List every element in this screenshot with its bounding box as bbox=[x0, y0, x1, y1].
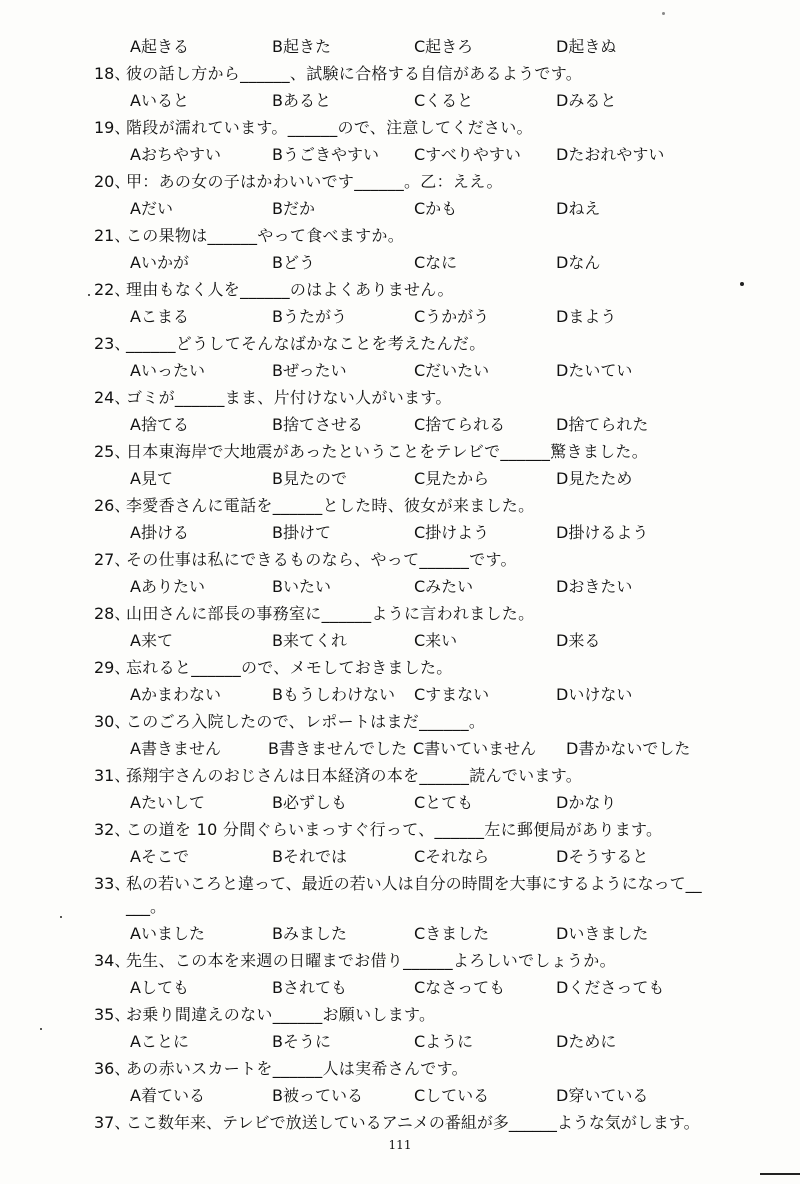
option-a: Aそこで bbox=[130, 847, 189, 866]
option-b: B必ずしも bbox=[272, 793, 347, 812]
question-number: 36、 bbox=[94, 1059, 131, 1078]
question-31 bbox=[0, 764, 800, 788]
options-row-q25 bbox=[0, 467, 800, 491]
question-text: 甲：あの女の子はかわいいです______。乙：ええ。 bbox=[126, 172, 503, 191]
option-a: Aおちやすい bbox=[130, 145, 221, 164]
scan-speck bbox=[740, 282, 744, 286]
question-text: 孫翔宇さんのおじさんは日本経済の本を______読んでいます。 bbox=[126, 766, 583, 785]
question-36 bbox=[0, 1057, 800, 1081]
question-24 bbox=[0, 386, 800, 410]
option-c: Cそれなら bbox=[414, 847, 490, 866]
option-b: B被っている bbox=[272, 1086, 363, 1105]
question-21 bbox=[0, 224, 800, 248]
question-text: この果物は______やって食べますか。 bbox=[126, 226, 405, 245]
question-text: 階段が濡れています。______ので、注意してください。 bbox=[126, 118, 533, 137]
option-b: B起きた bbox=[272, 37, 331, 56]
option-d: Dいけない bbox=[556, 685, 633, 704]
option-b: Bどう bbox=[272, 253, 315, 272]
question-number: 22、 bbox=[94, 280, 131, 299]
option-a: Aいったい bbox=[130, 361, 205, 380]
options-row-q35 bbox=[0, 1030, 800, 1054]
question-23 bbox=[0, 332, 800, 356]
options-row-q17 bbox=[0, 35, 800, 59]
option-b: Bそれでは bbox=[272, 847, 347, 866]
question-number: 21、 bbox=[94, 226, 131, 245]
option-c: C掛けよう bbox=[414, 523, 490, 542]
option-c: Cうかがう bbox=[414, 307, 490, 326]
question-text-continuation: ___。 bbox=[126, 897, 167, 916]
option-c: Cとても bbox=[414, 793, 474, 812]
option-d: D来る bbox=[556, 631, 601, 650]
question-number: 23、 bbox=[94, 334, 131, 353]
question-text: 私の若いころと違って、最近の若い人は自分の時間を大事にするようになって__ bbox=[126, 874, 702, 893]
question-text: ここ数年来、テレビで放送しているアニメの番組が多______ような気がします。 bbox=[126, 1113, 700, 1132]
options-row-q26 bbox=[0, 521, 800, 545]
option-d: Dなん bbox=[556, 253, 601, 272]
option-c: Cかも bbox=[414, 199, 458, 218]
options-row-q18 bbox=[0, 89, 800, 113]
option-d: Dおきたい bbox=[556, 577, 633, 596]
question-32 bbox=[0, 818, 800, 842]
question-text: 先生、この本を来週の日曜までお借り______よろしいでしょうか。 bbox=[126, 951, 616, 970]
option-d: Dまよう bbox=[556, 307, 617, 326]
option-c: Cすべりやすい bbox=[414, 145, 521, 164]
option-a: Aことに bbox=[130, 1032, 189, 1051]
option-b: Bあると bbox=[272, 91, 331, 110]
question-text: ゴミが______まま、片付けない人がいます。 bbox=[126, 388, 452, 407]
question-19 bbox=[0, 116, 800, 140]
question-text: このごろ入院したので、レポートはまだ______。 bbox=[126, 712, 486, 731]
options-row-q36 bbox=[0, 1084, 800, 1108]
option-b: Bいたい bbox=[272, 577, 331, 596]
option-b: Bされても bbox=[272, 978, 347, 997]
question-number: 32、 bbox=[94, 820, 131, 839]
option-b: Bうたがう bbox=[272, 307, 347, 326]
option-b: B掛けて bbox=[272, 523, 331, 542]
question-number: 35、 bbox=[94, 1005, 131, 1024]
options-row-q28 bbox=[0, 629, 800, 653]
scan-speck bbox=[40, 1028, 42, 1030]
question-number: 33、 bbox=[94, 874, 131, 893]
question-text: その仕事は私にできるものなら、やって______です。 bbox=[126, 550, 517, 569]
question-34 bbox=[0, 949, 800, 973]
option-a: A掛ける bbox=[130, 523, 189, 542]
options-row-q31 bbox=[0, 791, 800, 815]
option-c: Cくると bbox=[414, 91, 474, 110]
option-a: Aかまわない bbox=[130, 685, 221, 704]
question-35 bbox=[0, 1003, 800, 1027]
options-row-q33 bbox=[0, 922, 800, 946]
option-a: Aこまる bbox=[130, 307, 189, 326]
question-29 bbox=[0, 656, 800, 680]
option-c: Cきました bbox=[414, 924, 490, 943]
question-number: 26、 bbox=[94, 496, 131, 515]
option-d: Dいきました bbox=[556, 924, 649, 943]
option-c: Cしている bbox=[414, 1086, 490, 1105]
option-c: C見たから bbox=[414, 469, 490, 488]
option-c: Cだいたい bbox=[414, 361, 490, 380]
option-a: A来て bbox=[130, 631, 173, 650]
question-20 bbox=[0, 170, 800, 194]
option-b: B見たので bbox=[272, 469, 347, 488]
question-18 bbox=[0, 62, 800, 86]
option-b: Bもうしわけない bbox=[272, 685, 395, 704]
options-row-q32 bbox=[0, 845, 800, 869]
option-b: Bうごきやすい bbox=[272, 145, 379, 164]
option-c: C捨てられる bbox=[414, 415, 506, 434]
question-28 bbox=[0, 602, 800, 626]
question-22 bbox=[0, 278, 800, 302]
option-a: Aしても bbox=[130, 978, 189, 997]
option-a: A捨てる bbox=[130, 415, 189, 434]
option-c: C書いていません bbox=[413, 739, 537, 758]
question-number: 37、 bbox=[94, 1113, 131, 1132]
option-d: D掛けるよう bbox=[556, 523, 649, 542]
question-text: 理由もなく人を______のはよくありません。 bbox=[126, 280, 454, 299]
options-row-q19 bbox=[0, 143, 800, 167]
question-text: あの赤いスカートを______人は実希さんです。 bbox=[126, 1059, 468, 1078]
option-b: Bだか bbox=[272, 199, 315, 218]
option-d: Dくださっても bbox=[556, 978, 665, 997]
option-c: Cなに bbox=[414, 253, 458, 272]
question-number: 24、 bbox=[94, 388, 131, 407]
question-26 bbox=[0, 494, 800, 518]
question-number: 31、 bbox=[94, 766, 131, 785]
option-c: Cように bbox=[414, 1032, 474, 1051]
option-a: A見て bbox=[130, 469, 173, 488]
option-c: Cみたい bbox=[414, 577, 474, 596]
question-27 bbox=[0, 548, 800, 572]
option-d: D起きぬ bbox=[556, 37, 617, 56]
option-a: A書きません bbox=[130, 739, 221, 758]
option-d: Dたおれやすい bbox=[556, 145, 665, 164]
option-d: Dために bbox=[556, 1032, 617, 1051]
question-number: 30、 bbox=[94, 712, 131, 731]
option-b: B来てくれ bbox=[272, 631, 347, 650]
option-d: Dみると bbox=[556, 91, 617, 110]
option-b: B書きませんでした bbox=[268, 739, 407, 758]
question-25 bbox=[0, 440, 800, 464]
question-text: 彼の話し方から______、試験に合格する自信があるようです。 bbox=[126, 64, 583, 83]
option-d: Dねえ bbox=[556, 199, 601, 218]
question-text: この道を 10 分間ぐらいまっすぐ行って、______左に郵便局があります。 bbox=[126, 820, 663, 839]
option-a: Aだい bbox=[130, 199, 173, 218]
option-a: A着ている bbox=[130, 1086, 205, 1105]
option-b: B捨てさせる bbox=[272, 415, 363, 434]
question-number: 28、 bbox=[94, 604, 131, 623]
option-a: Aありたい bbox=[130, 577, 205, 596]
question-number: 29、 bbox=[94, 658, 131, 677]
option-b: Bみました bbox=[272, 924, 347, 943]
option-d: D書かないでした bbox=[566, 739, 691, 758]
question-33-continuation bbox=[0, 895, 800, 919]
option-a: Aたいして bbox=[130, 793, 205, 812]
scan-speck bbox=[60, 916, 62, 918]
page-number: 111 bbox=[388, 1138, 412, 1152]
options-row-q22 bbox=[0, 305, 800, 329]
question-text: 日本東海岸で大地震があったということをテレビで______驚きました。 bbox=[126, 442, 649, 461]
option-c: C来い bbox=[414, 631, 458, 650]
option-a: Aいると bbox=[130, 91, 189, 110]
option-a: Aいかが bbox=[130, 253, 189, 272]
option-d: Dそうすると bbox=[556, 847, 649, 866]
option-a: Aいました bbox=[130, 924, 205, 943]
option-b: Bぜったい bbox=[272, 361, 347, 380]
option-d: Dたいてい bbox=[556, 361, 633, 380]
question-37 bbox=[0, 1111, 800, 1135]
question-text: 李愛香さんに電話を______とした時、彼女が来ました。 bbox=[126, 496, 535, 515]
option-c: Cすまない bbox=[414, 685, 490, 704]
option-d: D穿いている bbox=[556, 1086, 649, 1105]
question-number: 20、 bbox=[94, 172, 131, 191]
question-text: ______どうしてそんなばかなことを考えたんだ。 bbox=[126, 334, 486, 353]
options-row-q29 bbox=[0, 683, 800, 707]
option-d: D見たため bbox=[556, 469, 633, 488]
question-number: 34、 bbox=[94, 951, 131, 970]
options-row-q21 bbox=[0, 251, 800, 275]
options-row-q20 bbox=[0, 197, 800, 221]
scan-speck bbox=[662, 12, 665, 15]
question-text: お乗り間違えのない______お願いします。 bbox=[126, 1005, 436, 1024]
option-d: Dかなり bbox=[556, 793, 617, 812]
question-number: 19、 bbox=[94, 118, 131, 137]
options-row-q34 bbox=[0, 976, 800, 1000]
question-text: 山田さんに部長の事務室に______ように言われました。 bbox=[126, 604, 535, 623]
scan-speck bbox=[88, 294, 90, 296]
option-a: A起きる bbox=[130, 37, 189, 56]
option-b: Bそうに bbox=[272, 1032, 331, 1051]
options-row-q24 bbox=[0, 413, 800, 437]
option-c: C起きろ bbox=[414, 37, 474, 56]
options-row-q30 bbox=[0, 737, 800, 761]
question-number: 25、 bbox=[94, 442, 131, 461]
option-d: D捨てられた bbox=[556, 415, 649, 434]
question-number: 18、 bbox=[94, 64, 131, 83]
options-row-q27 bbox=[0, 575, 800, 599]
scan-edge-line bbox=[760, 1173, 800, 1175]
options-row-q23 bbox=[0, 359, 800, 383]
question-number: 27、 bbox=[94, 550, 131, 569]
question-30 bbox=[0, 710, 800, 734]
question-text: 忘れると______ので、メモしておきました。 bbox=[126, 658, 453, 677]
question-33 bbox=[0, 872, 800, 896]
option-c: Cなさっても bbox=[414, 978, 506, 997]
